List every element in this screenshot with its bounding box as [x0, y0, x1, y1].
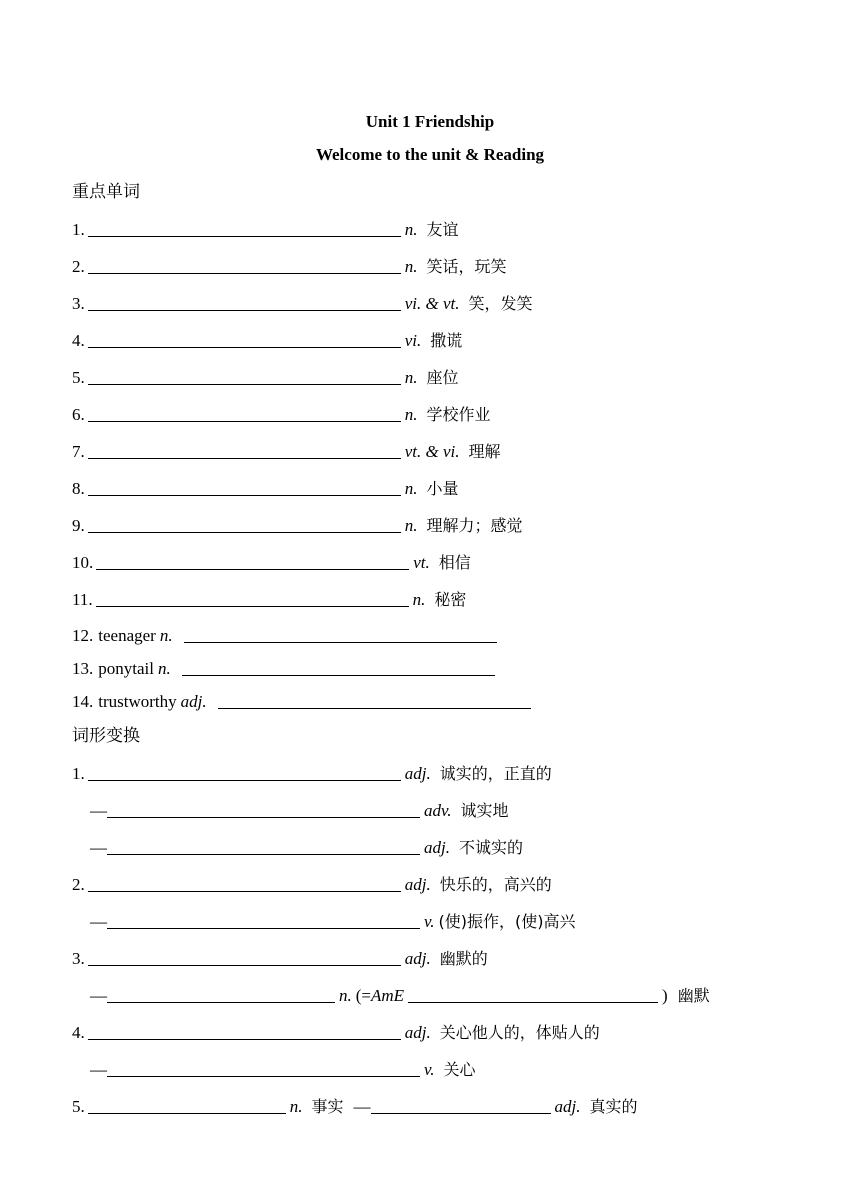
answer-blank[interactable]	[88, 873, 401, 892]
answer-blank[interactable]	[88, 477, 401, 496]
list-item: 10. vt. 相信	[72, 553, 471, 572]
list-item: 13. ponytail n.	[72, 653, 499, 679]
list-item: — v. (使)振作，(使)高兴	[90, 912, 576, 931]
answer-blank[interactable]	[88, 292, 401, 311]
answer-blank[interactable]	[184, 624, 497, 643]
answer-blank[interactable]	[88, 366, 401, 385]
list-item: 1. adj. 诚实的，正直的	[72, 764, 552, 783]
page-title: Unit 1 Friendship	[365, 112, 495, 131]
list-item: 4. adj. 关心他人的，体贴人的	[72, 1023, 600, 1042]
list-item: 4. vi. 撒谎	[72, 331, 463, 350]
list-item: 11. n. 秘密	[72, 590, 467, 609]
list-item: 1. n. 友谊	[72, 220, 459, 239]
list-item: 2. n. 笑话，玩笑	[72, 257, 507, 276]
page-subtitle: Welcome to the unit & Reading	[315, 145, 545, 164]
answer-blank[interactable]	[371, 1095, 551, 1114]
answer-blank[interactable]	[88, 255, 401, 274]
answer-blank[interactable]	[107, 799, 420, 818]
list-item: 7. vt. & vi. 理解	[72, 442, 501, 461]
answer-blank[interactable]	[107, 836, 420, 855]
answer-blank[interactable]	[107, 984, 335, 1003]
list-item: — n. (= AmE ) 幽默	[90, 986, 710, 1005]
answer-blank[interactable]	[88, 440, 401, 459]
section-heading-word-forms: 词形变换	[72, 726, 140, 746]
list-item: 5. n. 事实 — adj. 真实的	[72, 1097, 638, 1116]
list-item: 8. n. 小量	[72, 479, 459, 498]
answer-blank[interactable]	[182, 657, 495, 676]
list-item: 3. vi. & vt. 笑，发笑	[72, 294, 533, 313]
list-item: 14. trustworthy adj.	[72, 686, 535, 712]
answer-blank[interactable]	[96, 588, 409, 607]
answer-blank[interactable]	[88, 329, 401, 348]
list-item: 5. n. 座位	[72, 368, 459, 387]
answer-blank[interactable]	[88, 514, 401, 533]
answer-blank[interactable]	[88, 218, 401, 237]
answer-blank[interactable]	[408, 984, 658, 1003]
answer-blank[interactable]	[88, 1021, 401, 1040]
answer-blank[interactable]	[96, 551, 409, 570]
answer-blank[interactable]	[88, 403, 401, 422]
list-item: 6. n. 学校作业	[72, 405, 491, 424]
list-item: 3. adj. 幽默的	[72, 949, 488, 968]
list-item: 9. n. 理解力；感觉	[72, 516, 523, 535]
answer-blank[interactable]	[88, 1095, 286, 1114]
answer-blank[interactable]	[107, 910, 420, 929]
answer-blank[interactable]	[218, 690, 531, 709]
list-item: — v. 关心	[90, 1060, 476, 1079]
answer-blank[interactable]	[88, 947, 401, 966]
answer-blank[interactable]	[107, 1058, 420, 1077]
list-item: — adj. 不诚实的	[90, 838, 523, 857]
list-item: 2. adj. 快乐的，高兴的	[72, 875, 552, 894]
answer-blank[interactable]	[88, 762, 401, 781]
section-heading-key-words: 重点单词	[72, 182, 140, 202]
list-item: 12. teenager n.	[72, 620, 501, 646]
list-item: — adv. 诚实地	[90, 801, 509, 820]
